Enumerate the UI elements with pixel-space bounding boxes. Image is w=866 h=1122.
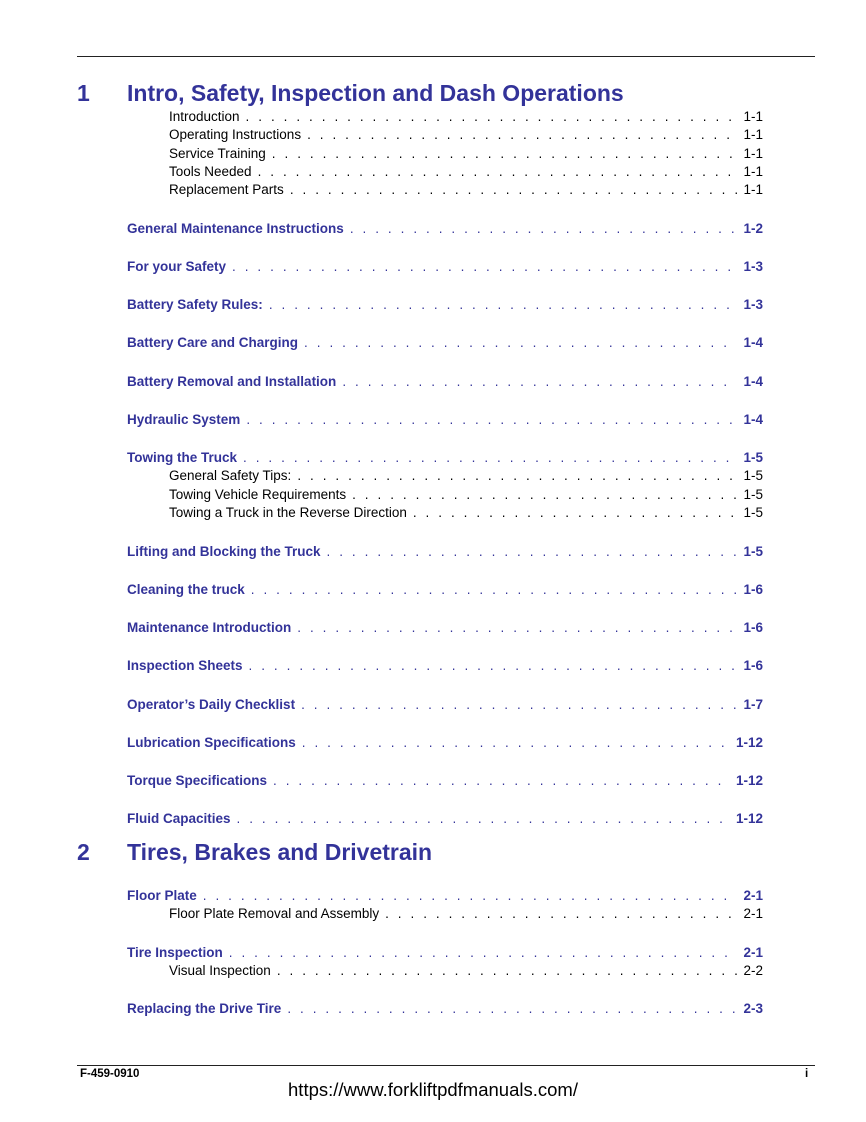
entry-title: Battery Safety Rules:: [127, 297, 263, 312]
dot-leader: [273, 773, 730, 788]
entry-page-number: 1-1: [743, 182, 763, 198]
toc-section-entry[interactable]: [127, 544, 763, 562]
toc-subsection-entry[interactable]: [169, 109, 763, 127]
toc-section-entry[interactable]: [127, 582, 763, 600]
entry-title: General Maintenance Instructions: [127, 221, 344, 236]
entry-page-number: 1-6: [743, 582, 763, 597]
entry-page-number: 1-3: [743, 297, 763, 312]
entry-page-number: 1-1: [743, 109, 763, 124]
dot-leader: [301, 697, 737, 712]
entry-page-number: 1-6: [743, 620, 763, 635]
chapter-number: 2: [77, 839, 90, 865]
dot-leader: [249, 658, 738, 673]
entry-page-number: 2-1: [743, 945, 763, 960]
entry-page-number: 1-7: [743, 697, 763, 712]
toc-section-entry[interactable]: [127, 811, 763, 829]
entry-page-number: 1-1: [743, 163, 763, 179]
entry-page-number: 1-6: [743, 658, 763, 673]
toc-section-entry[interactable]: [127, 697, 763, 715]
toc-section-entry[interactable]: [127, 259, 763, 277]
toc-subsection-entry[interactable]: [169, 963, 763, 981]
toc-subsection-entry[interactable]: [169, 182, 763, 200]
toc-section-entry[interactable]: [127, 335, 763, 353]
toc-subsection-entry[interactable]: [169, 468, 763, 486]
entry-page-number: 1-12: [735, 735, 763, 750]
dot-leader: [237, 811, 730, 826]
entry-title: Introduction: [169, 109, 240, 124]
entry-page-number: 1-2: [743, 221, 763, 236]
entry-page-number: 1-5: [743, 544, 763, 559]
entry-page-number: 2-1: [743, 888, 763, 903]
entry-title: Towing a Truck in the Reverse Direction: [169, 504, 407, 520]
entry-page-number: 1-12: [735, 811, 763, 826]
entry-title: Lubrication Specifications: [127, 735, 296, 750]
entry-title: Replacing the Drive Tire: [127, 1001, 282, 1016]
toc-section-entry[interactable]: [127, 773, 763, 791]
entry-page-number: 1-3: [743, 259, 763, 274]
dot-leader: [350, 221, 738, 236]
chapter-number: 1: [77, 80, 90, 106]
dot-leader: [203, 888, 738, 903]
entry-title: Tools Needed: [169, 163, 252, 179]
dot-leader: [327, 544, 738, 559]
entry-title: Replacement Parts: [169, 182, 284, 198]
entry-title: Cleaning the truck: [127, 582, 245, 597]
entry-page-number: 1-12: [735, 773, 763, 788]
chapter-heading: [0, 839, 866, 869]
entry-title: Inspection Sheets: [127, 658, 243, 673]
entry-page-number: 1-1: [743, 127, 763, 143]
dot-leader: [246, 109, 738, 124]
dot-leader: [272, 146, 738, 161]
entry-page-number: 1-4: [743, 335, 763, 350]
dot-leader: [297, 620, 737, 635]
chapter-title: Intro, Safety, Inspection and Dash Operations: [127, 80, 624, 106]
entry-title: Hydraulic System: [127, 412, 241, 427]
entry-title: Operating Instructions: [169, 127, 302, 143]
entry-title: Service Training: [169, 145, 266, 161]
entry-page-number: 1-4: [743, 412, 763, 427]
toc-section-entry[interactable]: [127, 1001, 763, 1019]
entry-title: Operator’s Daily Checklist: [127, 697, 296, 712]
toc-subsection-entry[interactable]: [169, 127, 763, 145]
toc-section-entry[interactable]: [127, 888, 763, 906]
dot-leader: [304, 335, 737, 350]
toc-subsection-entry[interactable]: [169, 906, 763, 924]
entry-title: Torque Specifications: [127, 773, 268, 788]
entry-page-number: 2-2: [743, 963, 763, 979]
entry-page-number: 2-1: [743, 906, 763, 922]
entry-page-number: 2-3: [743, 1001, 763, 1016]
entry-title: Tire Inspection: [127, 945, 223, 960]
dot-leader: [385, 906, 737, 921]
toc-subsection-entry[interactable]: [169, 487, 763, 505]
entry-page-number: 1-1: [743, 145, 763, 161]
dot-leader: [243, 450, 737, 465]
dot-leader: [232, 259, 737, 274]
entry-title: Towing the Truck: [127, 450, 238, 465]
entry-page-number: 1-5: [743, 468, 763, 484]
toc-section-entry[interactable]: [127, 412, 763, 430]
document-code: F-459-0910: [80, 1068, 140, 1080]
entry-title: Maintenance Introduction: [127, 620, 292, 635]
toc-section-entry[interactable]: [127, 374, 763, 392]
toc-section-entry[interactable]: [127, 945, 763, 963]
dot-leader: [269, 297, 738, 312]
entry-page-number: 1-5: [743, 504, 763, 520]
source-url[interactable]: https://www.forkliftpdfmanuals.com/: [288, 1079, 578, 1100]
entry-title: Towing Vehicle Requirements: [169, 486, 347, 502]
toc-section-entry[interactable]: [127, 221, 763, 239]
top-rule: [77, 56, 815, 57]
dot-leader: [307, 127, 737, 142]
entry-title: Floor Plate: [127, 888, 197, 903]
dot-leader: [229, 945, 738, 960]
dot-leader: [297, 468, 737, 483]
toc-section-entry[interactable]: [127, 658, 763, 676]
toc-subsection-entry[interactable]: [169, 146, 763, 164]
toc-subsection-entry[interactable]: [169, 505, 763, 523]
dot-leader: [413, 505, 738, 520]
footer-rule: [77, 1065, 815, 1066]
dot-leader: [258, 164, 738, 179]
dot-leader: [290, 182, 738, 197]
dot-leader: [277, 963, 738, 978]
dot-leader: [251, 582, 738, 597]
toc-section-entry[interactable]: [127, 450, 763, 468]
dot-leader: [302, 735, 730, 750]
entry-title: Visual Inspection: [169, 963, 271, 979]
dot-leader: [287, 1001, 737, 1016]
entry-page-number: 1-5: [743, 450, 763, 465]
dot-leader: [246, 412, 737, 427]
page-number: i: [805, 1068, 809, 1080]
toc-section-entry[interactable]: [127, 620, 763, 638]
entry-title: General Safety Tips:: [169, 468, 292, 484]
dot-leader: [342, 374, 737, 389]
toc-section-entry[interactable]: [127, 735, 763, 753]
toc-subsection-entry[interactable]: [169, 164, 763, 182]
entry-title: Battery Care and Charging: [127, 335, 299, 350]
entry-page-number: 1-5: [743, 486, 763, 502]
entry-title: Floor Plate Removal and Assembly: [169, 906, 380, 922]
dot-leader: [352, 487, 737, 502]
entry-title: For your Safety: [127, 259, 227, 274]
entry-title: Battery Removal and Installation: [127, 374, 337, 389]
toc-section-entry[interactable]: [127, 297, 763, 315]
entry-title: Lifting and Blocking the Truck: [127, 544, 321, 559]
entry-page-number: 1-4: [743, 374, 763, 389]
chapter-heading: [0, 80, 866, 110]
chapter-title: Tires, Brakes and Drivetrain: [127, 839, 433, 865]
entry-title: Fluid Capacities: [127, 811, 231, 826]
